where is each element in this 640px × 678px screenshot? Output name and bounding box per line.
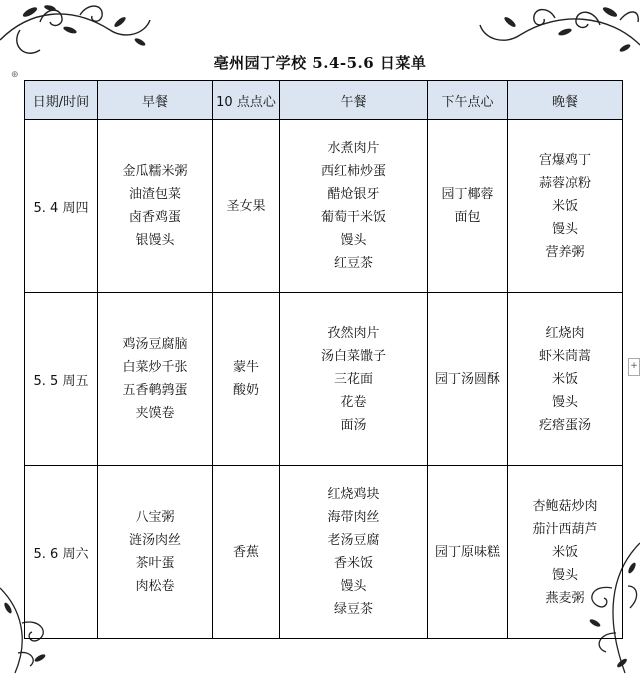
- menu-item: 红烧鸡块: [327, 487, 380, 502]
- morning-snack-cell: [213, 293, 280, 466]
- menu-item: 园丁汤圆酥: [434, 371, 500, 387]
- menu-item: 花卷: [340, 394, 367, 410]
- menu-item: 营养粥: [545, 244, 585, 260]
- header-morning-snack: 10 点点心: [213, 81, 280, 120]
- date-cell: 5. 6 周六: [25, 466, 98, 639]
- table-row: [25, 293, 623, 466]
- menu-item: 绿豆茶: [333, 602, 373, 617]
- afternoon-snack-cell: [428, 293, 508, 466]
- breakfast-cell: [98, 293, 213, 466]
- menu-item: 葡萄干米饭: [320, 210, 386, 225]
- menu-item: 馒头: [340, 579, 367, 594]
- menu-item: 海带肉丝: [327, 510, 380, 525]
- lunch-cell: [280, 466, 428, 639]
- header-dinner: 晚餐: [508, 81, 623, 120]
- menu-item: 茶叶蛋: [135, 556, 175, 571]
- menu-item: 馒头: [551, 567, 578, 583]
- menu-item: 面汤: [340, 417, 367, 433]
- header-afternoon-snack: 下午点心: [428, 81, 508, 120]
- menu-item: 孜然肉片: [327, 325, 380, 341]
- menu-item: 宫爆鸡丁: [538, 152, 591, 168]
- menu-table: [24, 80, 623, 639]
- lunch-cell: [280, 293, 428, 466]
- dinner-cell: [508, 293, 623, 466]
- header-lunch: 午餐: [280, 81, 428, 120]
- table-resize-marker[interactable]: +: [628, 358, 640, 376]
- menu-item: 圣女果: [226, 198, 266, 214]
- menu-item: 园丁原味糕: [434, 544, 500, 560]
- menu-item: 夹馍卷: [135, 406, 175, 421]
- menu-item: 馒头: [551, 394, 578, 410]
- morning-snack-cell: [213, 466, 280, 639]
- menu-item: 水煮肉片: [327, 141, 380, 156]
- table-row: [25, 120, 623, 293]
- lunch-cell: [280, 120, 428, 293]
- breakfast-cell: [98, 466, 213, 639]
- menu-item: 馒头: [551, 221, 578, 237]
- menu-item: 肉松卷: [135, 579, 175, 594]
- menu-item: 燕麦粥: [545, 590, 585, 606]
- menu-item: 涟汤肉丝: [128, 533, 181, 548]
- menu-item: 白菜炒千张: [122, 360, 188, 375]
- menu-item: 卤香鸡蛋: [128, 210, 181, 225]
- breakfast-cell: [98, 120, 213, 293]
- menu-item: 园丁椰蓉: [441, 187, 494, 202]
- menu-item: 蒙牛: [232, 360, 259, 375]
- table-row: [25, 466, 623, 639]
- menu-item: 茄汁西葫芦: [532, 521, 598, 537]
- table-move-handle[interactable]: ⊕: [11, 70, 19, 80]
- menu-item: 红豆茶: [333, 256, 373, 271]
- menu-item: 蒜蓉凉粉: [538, 175, 591, 191]
- menu-item: 鸡汤豆腐脑: [122, 337, 188, 352]
- menu-item: 红烧肉: [545, 325, 585, 341]
- menu-item: 汤白菜馓子: [320, 348, 386, 364]
- menu-item: 三花面: [333, 371, 373, 387]
- menu-item: 西红柿炒蛋: [320, 164, 386, 179]
- header-date: 日期/时间: [25, 81, 98, 120]
- menu-item: 米饭: [551, 544, 578, 560]
- menu-item: 馒头: [340, 233, 367, 248]
- menu-item: 酸奶: [232, 383, 259, 398]
- afternoon-snack-cell: [428, 466, 508, 639]
- afternoon-snack-cell: [428, 120, 508, 293]
- date-cell: 5. 5 周五: [25, 293, 98, 466]
- morning-snack-cell: [213, 120, 280, 293]
- date-cell: 5. 4 周四: [25, 120, 98, 293]
- menu-item: 面包: [454, 210, 481, 225]
- dinner-cell: [508, 120, 623, 293]
- menu-item: 八宝粥: [135, 510, 175, 525]
- menu-item: 老汤豆腐: [327, 533, 380, 548]
- menu-item: 杏鲍菇炒肉: [532, 498, 598, 514]
- menu-item: 香米饭: [333, 556, 373, 571]
- menu-item: 醋炝银牙: [327, 187, 380, 202]
- menu-item: 五香鹌鹑蛋: [122, 383, 188, 398]
- menu-item: 米饭: [551, 198, 578, 214]
- dinner-cell: [508, 466, 623, 639]
- menu-item: 香蕉: [232, 544, 259, 560]
- page-title: 亳州园丁学校 5.4-5.6 日菜单: [213, 54, 427, 72]
- menu-item: 油渣包菜: [128, 187, 181, 202]
- menu-item: 金瓜糯米粥: [122, 164, 188, 179]
- menu-item: 疙瘩蛋汤: [538, 417, 591, 433]
- menu-item: 米饭: [551, 371, 578, 387]
- menu-item: 银馒头: [135, 233, 175, 248]
- header-row: [25, 81, 623, 120]
- header-breakfast: 早餐: [98, 81, 213, 120]
- menu-item: 虾米茼蒿: [538, 348, 591, 364]
